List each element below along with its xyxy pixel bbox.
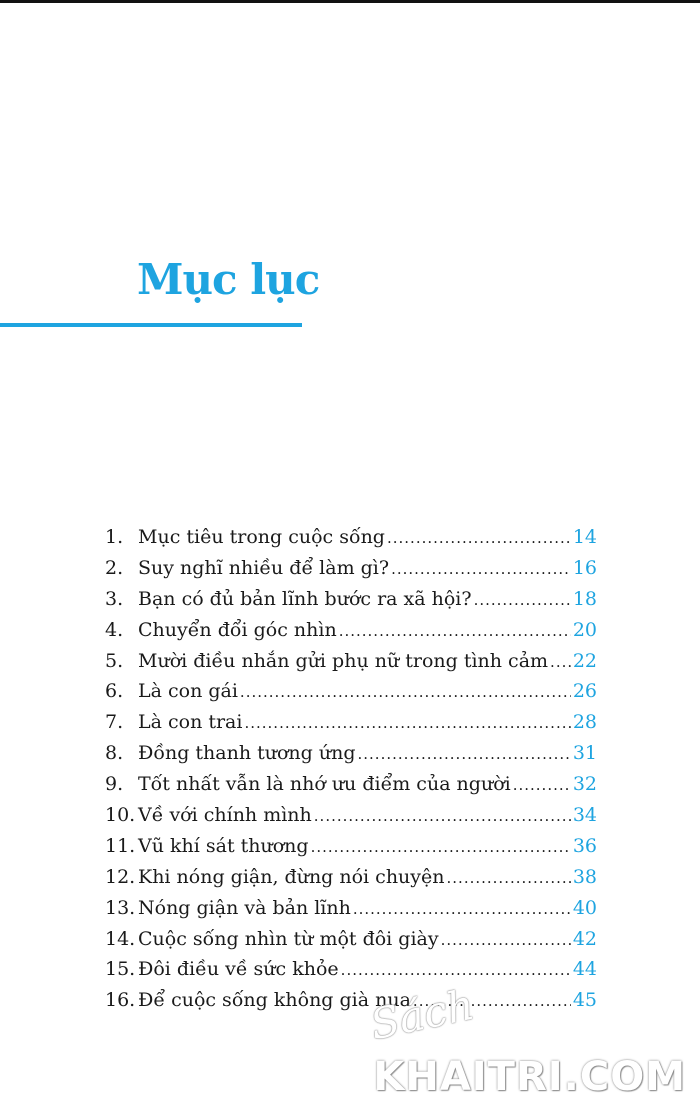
- toc-leader-dots: [244, 708, 570, 739]
- toc-entry: [105, 615, 597, 646]
- toc-page-number: 45: [572, 989, 597, 1012]
- toc-entry: [105, 738, 597, 769]
- toc-entry: [105, 584, 597, 615]
- toc-leader-dots: [240, 677, 571, 708]
- toc-number: 9.: [105, 773, 124, 796]
- toc-entry: [105, 893, 597, 924]
- toc-title: Tốt nhất vẫn là nhớ ưu điểm của người: [138, 773, 511, 796]
- toc-title: Mục tiêu trong cuộc sống: [138, 526, 385, 548]
- toc-entry: [105, 522, 597, 553]
- toc-entry: [105, 769, 597, 800]
- toc-number: 12.: [105, 865, 136, 888]
- toc-entry: [105, 924, 597, 955]
- toc-number: 13.: [105, 896, 136, 919]
- toc-number: 6.: [105, 680, 124, 703]
- watermark-brand: KHAITRI.COM: [373, 1054, 686, 1100]
- toc-page-number: 42: [572, 927, 597, 950]
- toc-number: 1.: [105, 526, 124, 548]
- toc-title: Vũ khí sát thương: [138, 834, 309, 857]
- toc-page-number: 40: [572, 896, 597, 919]
- toc-title: Bạn có đủ bản lĩnh bước ra xã hội?: [138, 587, 472, 610]
- toc-leader-dots: [474, 585, 571, 616]
- toc-number: 10.: [105, 804, 136, 827]
- toc-number: 16.: [105, 989, 136, 1012]
- page-title: Mục lục: [137, 255, 320, 304]
- toc-page-number: 31: [572, 742, 597, 765]
- toc-entry: [105, 954, 597, 985]
- toc-leader-dots: [339, 616, 571, 647]
- toc-leader-dots: [550, 647, 571, 678]
- toc-number: 4.: [105, 618, 124, 641]
- toc-number: 3.: [105, 587, 124, 610]
- toc-page-number: 16: [572, 556, 597, 579]
- table-of-contents: [105, 522, 597, 1016]
- toc-title: Nóng giận và bản lĩnh: [138, 896, 351, 919]
- toc-title: Đồng thanh tương ứng: [138, 742, 356, 765]
- toc-page-number: 28: [572, 711, 597, 734]
- toc-number: 2.: [105, 556, 124, 579]
- toc-number: 15.: [105, 958, 136, 981]
- toc-page-number: 32: [572, 773, 597, 796]
- top-border: [0, 0, 700, 3]
- toc-leader-dots: [353, 894, 571, 925]
- toc-leader-dots: [513, 770, 571, 801]
- toc-title: Suy nghĩ nhiều để làm gì?: [138, 556, 390, 579]
- watermark-logo: [356, 979, 686, 1100]
- toc-page-number: 20: [572, 618, 597, 641]
- toc-title: Mười điều nhắn gửi phụ nữ trong tình cảm: [138, 649, 549, 672]
- toc-entry: [105, 800, 597, 831]
- toc-page-number: 38: [572, 865, 597, 888]
- toc-leader-dots: [358, 739, 571, 770]
- toc-title: Chuyển đổi góc nhìn: [138, 618, 337, 641]
- toc-title: Về với chính mình: [138, 804, 312, 827]
- toc-title: Cuộc sống nhìn từ một đôi giày: [138, 927, 439, 950]
- toc-title: Là con trai: [138, 711, 243, 734]
- toc-title: Là con gái: [138, 680, 238, 703]
- toc-entry: [105, 676, 597, 707]
- toc-entry: [105, 553, 597, 584]
- watermark-script: Sách: [365, 979, 478, 1050]
- toc-title: Đôi điều về sức khỏe: [138, 958, 339, 981]
- toc-entry: [105, 707, 597, 738]
- toc-number: 5.: [105, 649, 124, 672]
- toc-title: Khi nóng giận, đừng nói chuyện: [138, 865, 445, 888]
- toc-leader-dots: [441, 925, 571, 956]
- toc-page-number: 26: [572, 680, 597, 703]
- toc-title: Để cuộc sống không già nua: [138, 989, 411, 1012]
- toc-page-number: 22: [572, 649, 597, 672]
- toc-page-number: 18: [572, 587, 597, 610]
- toc-leader-dots: [447, 863, 571, 894]
- toc-leader-dots: [311, 832, 571, 863]
- toc-page-number: 14: [572, 526, 597, 548]
- toc-number: 11.: [105, 834, 136, 857]
- toc-entry: [105, 646, 597, 677]
- toc-page-number: 44: [572, 958, 597, 981]
- toc-number: 7.: [105, 711, 124, 734]
- toc-page-number: 36: [572, 834, 597, 857]
- toc-leader-dots: [391, 554, 571, 585]
- toc-entry: [105, 862, 597, 893]
- toc-page-number: 34: [572, 804, 597, 827]
- toc-number: 14.: [105, 927, 136, 950]
- toc-leader-dots: [314, 801, 571, 832]
- title-underline: [0, 323, 302, 327]
- toc-leader-dots: [387, 523, 571, 554]
- toc-entry: [105, 831, 597, 862]
- toc-number: 8.: [105, 742, 124, 765]
